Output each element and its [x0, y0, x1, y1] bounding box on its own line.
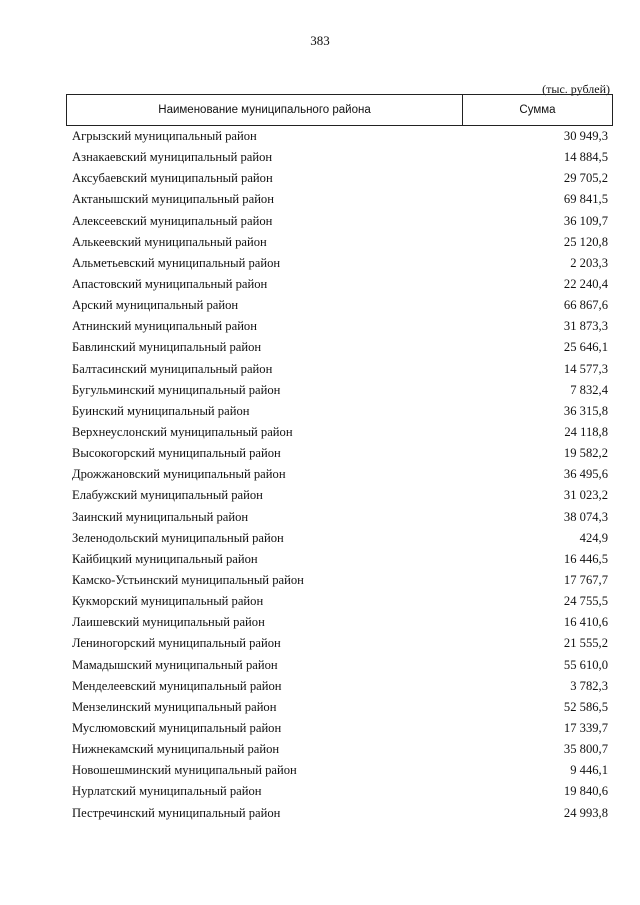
table-row	[66, 274, 613, 295]
table-row	[66, 401, 613, 422]
table-row	[66, 549, 613, 570]
district-sum: 36 109,7	[563, 213, 608, 228]
district-sum: 19 582,2	[563, 446, 608, 461]
table-row	[66, 676, 613, 697]
page-number: 383	[310, 33, 330, 48]
district-name: Камско-Устьинский муниципальный район	[72, 573, 304, 588]
district-name: Азнакаевский муниципальный район	[72, 150, 273, 165]
district-sum: 424,9	[579, 530, 608, 545]
district-name: Мамадышский муниципальный район	[72, 657, 278, 672]
table-row	[66, 295, 613, 316]
table-row	[66, 781, 613, 802]
district-sum: 3 782,3	[570, 678, 608, 693]
table-header	[66, 94, 613, 126]
table-row	[66, 359, 613, 380]
district-name: Новошешминский муниципальный район	[72, 763, 297, 778]
district-sum: 35 800,7	[563, 742, 608, 757]
table-row	[66, 316, 613, 337]
table-row	[66, 422, 613, 443]
district-sum: 55 610,0	[563, 657, 608, 672]
district-name: Высокогорский муниципальный район	[72, 446, 281, 461]
district-name: Альметьевский муниципальный район	[72, 255, 281, 270]
header-sum: Сумма	[519, 104, 556, 116]
district-name: Алексеевский муниципальный район	[72, 213, 273, 228]
district-sum: 25 120,8	[563, 234, 608, 249]
district-sum: 17 339,7	[563, 721, 608, 735]
district-name: Муслюмовский муниципальный район	[72, 721, 282, 735]
district-sum: 24 755,5	[563, 594, 608, 609]
table-row	[66, 443, 613, 464]
district-name: Менделеевский муниципальный район	[72, 678, 282, 693]
district-name: Агрызский муниципальный район	[72, 129, 257, 144]
table-row	[66, 528, 613, 549]
table-row	[66, 591, 613, 612]
district-sum: 14 577,3	[563, 361, 608, 376]
table-row	[66, 697, 613, 718]
district-name: Нурлатский муниципальный район	[72, 784, 262, 799]
table-row	[66, 380, 613, 401]
table-row	[66, 126, 613, 147]
district-sum: 17 767,7	[563, 573, 608, 588]
table-body	[66, 126, 613, 824]
district-name: Зеленодольский муниципальный район	[72, 530, 284, 545]
table-row	[66, 633, 613, 654]
district-sum: 16 410,6	[563, 615, 608, 630]
table-row	[66, 337, 613, 358]
district-name: Балтасинский муниципальный район	[72, 361, 273, 376]
district-name: Лаишевский муниципальный район	[72, 615, 265, 630]
district-name: Алькеевский муниципальный район	[72, 234, 267, 249]
table-row	[66, 464, 613, 485]
district-name: Верхнеуслонский муниципальный район	[72, 425, 293, 440]
district-name: Аксубаевский муниципальный район	[72, 171, 273, 186]
district-sum: 22 240,4	[563, 277, 608, 292]
district-sum: 31 873,3	[563, 319, 608, 334]
district-name: Пестречинский муниципальный район	[72, 805, 281, 820]
table-row	[66, 211, 613, 232]
district-name: Лениногорский муниципальный район	[72, 636, 281, 651]
district-name: Бугульминский муниципальный район	[72, 382, 281, 397]
district-name: Арский муниципальный район	[72, 298, 239, 313]
municipal-districts-table	[66, 94, 613, 824]
district-name: Кайбицкий муниципальный район	[72, 551, 258, 566]
table-row	[66, 253, 613, 274]
table-row	[66, 570, 613, 591]
district-sum: 24 993,8	[563, 805, 608, 820]
district-name: Нижнекамский муниципальный район	[72, 742, 280, 757]
district-sum: 66 867,6	[563, 298, 608, 313]
table-row	[66, 507, 613, 528]
table-row	[66, 612, 613, 633]
district-name: Буинский муниципальный район	[72, 403, 250, 418]
table-row	[66, 168, 613, 189]
district-sum: 69 841,5	[563, 192, 608, 207]
district-sum: 31 023,2	[563, 488, 608, 503]
district-sum: 19 840,6	[563, 784, 608, 799]
district-sum: 52 586,5	[563, 699, 608, 714]
table-row	[66, 147, 613, 168]
district-name: Атнинский муниципальный район	[72, 319, 257, 334]
table-row	[66, 803, 613, 824]
district-sum: 7 832,4	[570, 382, 608, 397]
district-sum: 38 074,3	[563, 509, 608, 524]
district-name: Бавлинский муниципальный район	[72, 340, 262, 355]
table-row	[66, 718, 613, 739]
district-sum: 30 949,3	[563, 129, 608, 144]
district-sum: 2 203,3	[570, 255, 608, 270]
district-name: Заинский муниципальный район	[72, 509, 249, 524]
district-name: Актанышский муниципальный район	[72, 192, 274, 207]
district-sum: 29 705,2	[563, 171, 608, 186]
district-sum: 36 315,8	[563, 403, 608, 418]
table-row	[66, 232, 613, 253]
table-row	[66, 739, 613, 760]
units-label: (тыс. рублей)	[542, 82, 610, 96]
district-sum: 21 555,2	[563, 636, 608, 651]
district-name: Апастовский муниципальный район	[72, 277, 268, 292]
table-row	[66, 485, 613, 506]
district-name: Мензелинский муниципальный район	[72, 699, 277, 714]
district-sum: 9 446,1	[570, 763, 608, 778]
district-sum: 24 118,8	[564, 425, 608, 440]
district-name: Дрожжановский муниципальный район	[72, 467, 286, 482]
district-sum: 16 446,5	[563, 551, 608, 566]
header-name: Наименование муниципального района	[67, 95, 463, 125]
district-name: Кукморский муниципальный район	[72, 594, 264, 609]
table-row	[66, 189, 613, 210]
district-name: Елабужский муниципальный район	[72, 488, 263, 503]
table-row	[66, 760, 613, 781]
district-sum: 36 495,6	[563, 467, 608, 482]
table-row	[66, 655, 613, 676]
district-sum: 14 884,5	[563, 150, 608, 165]
district-sum: 25 646,1	[563, 340, 608, 355]
